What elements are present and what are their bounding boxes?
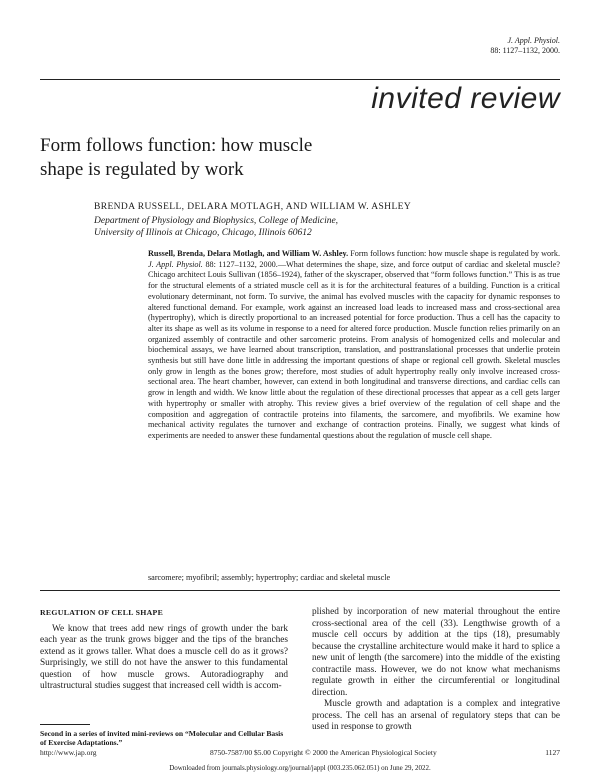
title-line-2: shape is regulated by work xyxy=(40,159,244,180)
body-paragraph: Muscle growth and adaptation is a complex and integrative process. The cell has an arsenal of regulatory steps that can be used in response to growth xyxy=(312,699,560,732)
copyright-notice: 8750-7587/00 $5.00 Copyright © 2000 the American Physiological Society xyxy=(210,748,437,757)
article-title xyxy=(40,134,360,182)
section-divider xyxy=(40,590,560,591)
journal-citation xyxy=(360,36,560,56)
title-line-1: Form follows function: how muscle xyxy=(40,135,313,156)
journal-volume-pages: 88: 1127–1132, 2000. xyxy=(490,46,560,55)
banner-rule xyxy=(40,79,560,80)
body-paragraph: We know that trees add new rings of growth under the bark each year as the trunk grows bigger and the tips of the branches extend as it grows taller. What does a muscle cell do as it grows? Surprisingly, we still do not have the answer to this fundamental question of how muscle grows. Autoradiography and ultrastructural studies suggest that increased cell width is accom- xyxy=(40,623,288,691)
abstract-journal: J. Appl. Physiol. xyxy=(148,259,203,269)
page-number: 1127 xyxy=(545,748,560,757)
body-column-left xyxy=(40,607,288,693)
journal-url-link[interactable]: http://www.jap.org xyxy=(40,748,97,757)
footnote: Second in a series of invited mini-reviews on “Molecular and Cellular Basis of Exercise Adaptations.” xyxy=(40,729,284,748)
affiliation xyxy=(94,215,494,239)
author-list: BRENDA RUSSELL, DELARA MOTLAGH, AND WILLIAM W. ASHLEY xyxy=(94,202,412,212)
affiliation-line-1: Department of Physiology and Biophysics, College of Medicine, xyxy=(94,216,339,226)
affiliation-line-2: University of Illinois at Chicago, Chicago, Illinois 60612 xyxy=(94,228,312,238)
body-column-right xyxy=(312,607,560,734)
body-paragraph: plished by incorporation of new material throughout the entire cross-sectional area of the cell (33). Lengthwise growth of a muscle cell occurs by addition at the tips (18), presumably because the crystalline architecture would make it hard to splice a new unit of length (the sarcomere) into the middle of the existing contractile mass. However, we do not know what mechanisms regulate growth in either the circumferential or longitudinal direction. xyxy=(312,607,560,698)
journal-name: J. Appl. Physiol. xyxy=(507,36,560,45)
section-heading: REGULATION OF CELL SHAPE xyxy=(40,608,164,617)
keywords: sarcomere; myofibril; assembly; hypertrophy; cardiac and skeletal muscle xyxy=(148,573,391,582)
abstract-body: 88: 1127–1132, 2000.—What determines the shape, size, and force output of cardiac and skeletal muscle? Chicago architect Louis Sullivan (1856–1924), father of the skyscraper, observed that “form follows function.” This is as true for the structural elements of a striated muscle cell as it is for the architectural features of a building. Function is a critical evolutionary determinant, not form. To survive, the animal has evolved muscles with the capacity for dynamic responses to altered functional demand. For example, work against an increased load leads to increased mass and cross-sectional area (hypertrophy), which is directly proportional to an increased potential for force production. Thus a cell has the capacity to alter its shape as well as its volume in response to a need for altered force production. Muscle function relies primarily on an organized assembly of contractile and other sarcomeric proteins. From analysis of homogenized cells and molecular and biochemical assays, we have learned about transcription, translation, and posttranslational processes that underlie protein synthesis but still have done little in addressing the important questions of shape or regional cell growth. Skeletal muscles only grow in length as the bones grow; therefore, most studies of adult hypertrophy really only involve increased cross-sectional area. The heart chamber, however, can extend in both longitudinal and transverse directions, and cardiac cells can grow in length and width. We know little about the regulation of these directional processes that appear as a cell gets larger with hypertrophy or smaller with atrophy. This review gives a brief overview of the regulation of cell shape and the composition and aggregation of contractile proteins into filaments, the sarcomere, and myofibrils. We examine how mechanical activity regulates the turnover and exchange of contraction proteins. Finally, we suggest what kinds of experiments are needed to answer these fundamental questions about the regulation of muscle cell shape. xyxy=(148,259,560,440)
footnote-rule xyxy=(40,724,90,725)
abstract-authors: Russell, Brenda, Delara Motlagh, and William W. Ashley. xyxy=(148,249,349,258)
download-notice: Downloaded from journals.physiology.org/journal/jappl (003.235.062.051) on June 29, 2022. xyxy=(169,764,431,772)
abstract xyxy=(148,249,560,442)
article-type-banner: invited review xyxy=(371,82,560,115)
abstract-title: Form follows function: how muscle shape is regulated by work. xyxy=(348,249,560,258)
